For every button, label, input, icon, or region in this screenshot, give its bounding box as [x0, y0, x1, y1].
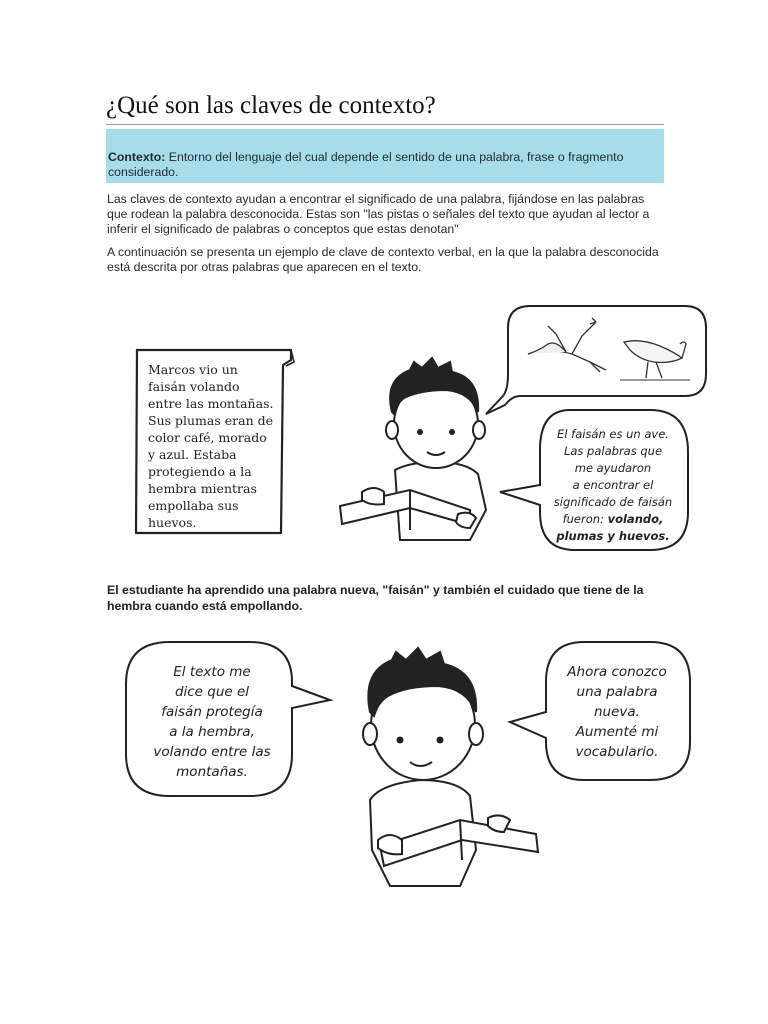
note-line: entre las montañas.	[148, 396, 274, 411]
definition-text: Entorno del lenguaje del cual depende el sentido de una palabra, frase o fragmento considerado.	[108, 150, 624, 179]
bubble-line: dice que el	[174, 684, 250, 700]
bubble-line: Las palabras que	[563, 444, 663, 458]
note-line: protegiendo a la	[148, 464, 252, 479]
comic-illustration-2	[0, 630, 768, 900]
note-line: y azul. Estaba	[148, 447, 237, 462]
bubble-line: una palabra	[576, 684, 658, 700]
bubble-line: fueron: volando,	[562, 512, 664, 526]
bubble-line: faisán protegía	[161, 704, 263, 720]
note-line: Marcos vio un	[148, 362, 238, 377]
bubble-line: me ayudaron	[574, 461, 652, 475]
bubble-line: El faisán es un ave.	[557, 427, 669, 441]
boy-reading-illustration	[340, 358, 486, 540]
bubble-line: plumas y huevos.	[556, 529, 670, 543]
note-line: hembra mientras	[148, 481, 257, 496]
bubble-line: Ahora conozco	[567, 664, 667, 680]
note-line: huevos.	[148, 515, 197, 530]
intro-paragraph: Las claves de contexto ayudan a encontrar el significado de una palabra, fijándose en las palabras que rodean la palabra desconocida. Estas son "las pistas o señales del texto que ayudan al lector a inferir el significado de palabras o conceptos que estas denotan"	[107, 192, 650, 236]
note-line: Sus plumas eran de	[148, 413, 273, 428]
bubble-line: significado de faisán	[553, 495, 673, 509]
bubble-line: vocabulario.	[575, 744, 659, 760]
note-line: empollaba sus	[148, 498, 239, 513]
bubble-line: a la hembra,	[169, 724, 255, 740]
bubble-line: montañas.	[176, 764, 248, 780]
page-title: ¿Qué son las claves de contexto?	[106, 92, 436, 119]
thought-bubble-birds	[486, 306, 706, 414]
boy-reading-illustration	[363, 648, 538, 886]
bubble-line: volando entre las	[153, 744, 271, 760]
comic-illustration-1	[0, 290, 768, 570]
example-paragraph: A continuación se presenta un ejemplo de clave de contexto verbal, en la que la palabra desconocida está descrita por otras palabras que aparecen en el texto.	[107, 245, 659, 274]
bubble-line: a encontrar el	[572, 478, 654, 492]
bubble-line: El texto me	[173, 664, 251, 680]
title-divider	[106, 124, 664, 125]
bubble-line: Aumenté mi	[575, 724, 659, 740]
note-line: faisán volando	[148, 379, 240, 394]
note-line: color café, morado	[148, 430, 267, 445]
definition-box	[106, 129, 664, 183]
bubble-line: nueva.	[594, 704, 640, 720]
definition-term: Contexto:	[108, 150, 166, 164]
conclusion-text: El estudiante ha aprendido una palabra nueva, "faisán" y también el cuidado que tiene de la hembra cuando está empollando.	[107, 583, 644, 613]
